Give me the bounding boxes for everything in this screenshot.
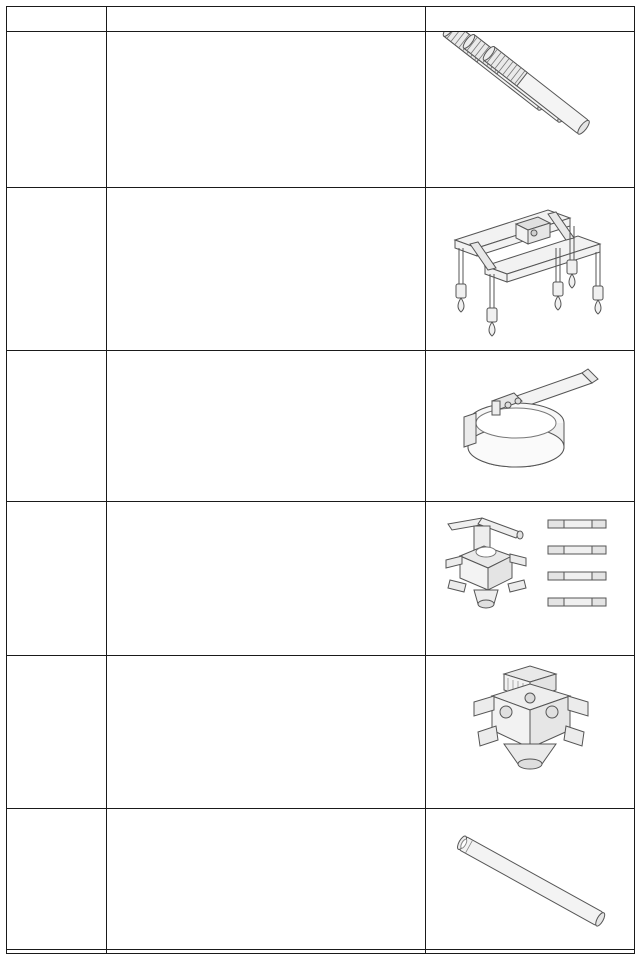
drift-bar-icon [430, 809, 630, 951]
lifting-beam-with-slings-icon [430, 188, 630, 348]
threaded-rods-set-icon [430, 32, 630, 184]
cell-illustration [425, 809, 634, 954]
cell-number [7, 656, 107, 809]
cell-number [7, 502, 107, 656]
cell-number [7, 809, 107, 954]
cell-description [107, 809, 426, 954]
hub-puller-with-bolts-icon [430, 502, 630, 652]
table-row [7, 809, 635, 954]
cell-number [7, 351, 107, 502]
cell-illustration [425, 188, 634, 351]
specification-table [6, 6, 635, 954]
cell-illustration [425, 502, 634, 656]
cell-description [107, 188, 426, 351]
cell-description [107, 656, 426, 809]
table-row [7, 32, 635, 188]
table-row [7, 188, 635, 351]
cell-illustration [425, 351, 634, 502]
table-row [7, 656, 635, 809]
cell-number [7, 188, 107, 351]
cell-description [107, 351, 426, 502]
hub-flange-assembly-icon [430, 656, 630, 806]
cell-description [107, 32, 426, 188]
header-cell-illustration [425, 7, 634, 32]
table-header-row [7, 7, 635, 32]
page-bottom-rule [6, 949, 635, 950]
cell-description [107, 502, 426, 656]
cell-number [7, 32, 107, 188]
band-clamp-wrench-icon [430, 351, 630, 499]
header-cell-number [7, 7, 107, 32]
header-cell-description [107, 7, 426, 32]
cell-illustration [425, 32, 634, 188]
table-row [7, 351, 635, 502]
cell-illustration [425, 656, 634, 809]
table-row [7, 502, 635, 656]
